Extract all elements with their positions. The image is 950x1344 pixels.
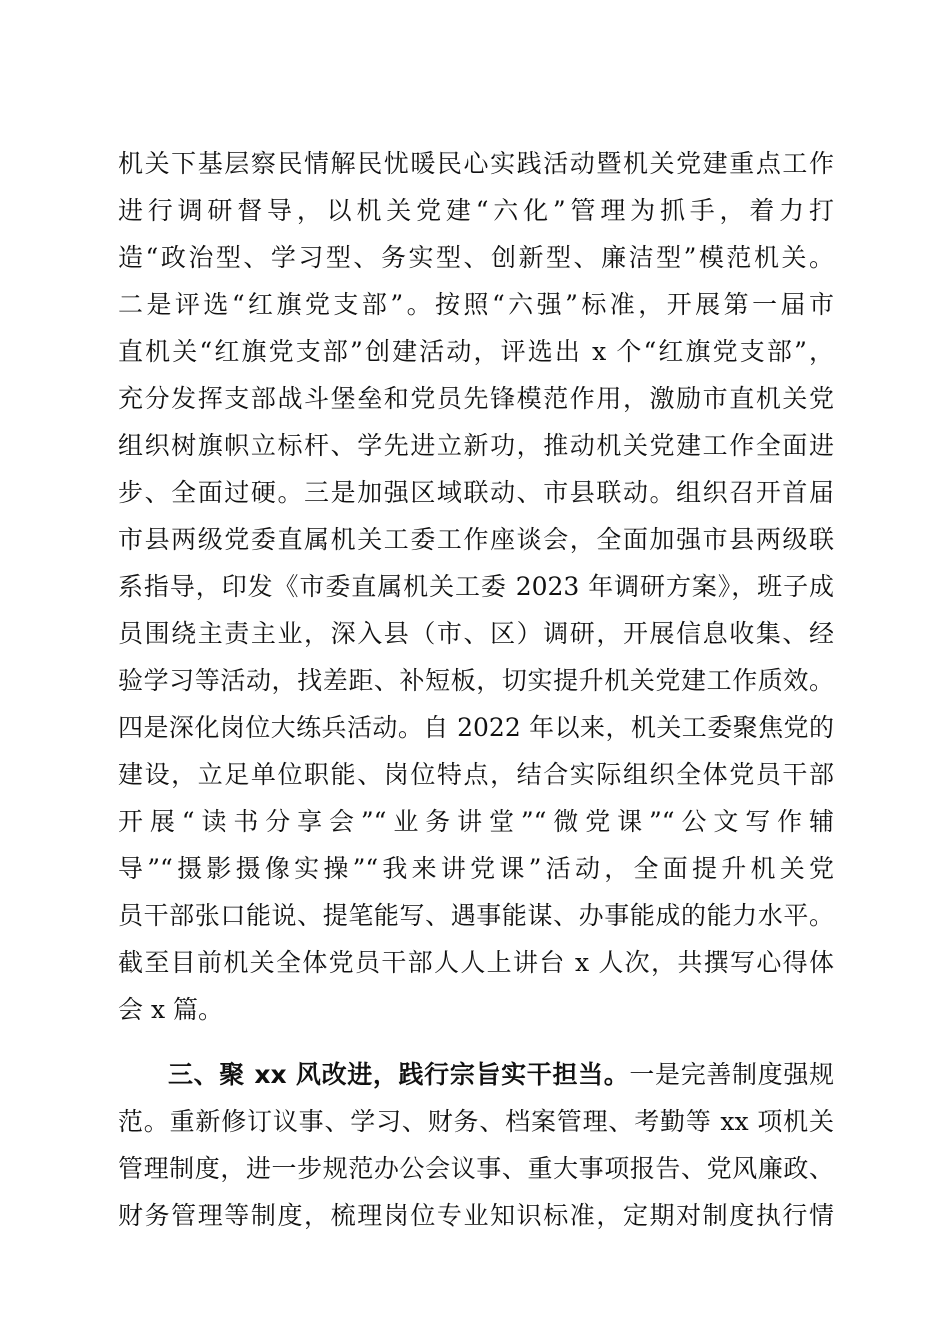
text-line: 充分发挥支部战斗堡垒和党员先锋模范作用，激励市直机关党 <box>118 384 834 413</box>
text-line: 组织树旗帜立标杆、学先进立新功，推动机关党建工作全面进 <box>118 431 834 460</box>
text-line: 验学习等活动，找差距、补短板，切实提升机关党建工作质效。 <box>118 666 834 695</box>
text-line: 四是深化岗位大练兵活动。自 2022 年以来，机关工委聚焦党的 <box>118 713 834 742</box>
paragraph-2 <box>118 1051 834 1239</box>
text-line: 建设，立足单位职能、岗位特点，结合实际组织全体党员干部 <box>118 760 834 789</box>
text-line: 步、全面过硬。三是加强区域联动、市县联动。组织召开首届 <box>118 478 834 507</box>
text-line: 导”“摄影摄像实操”“我来讲党课”活动，全面提升机关党 <box>118 854 834 883</box>
text-line: 进行调研督导，以机关党建“六化”管理为抓手，着力打 <box>118 196 834 225</box>
text-line: 机关下基层察民情解民忧暖民心实践活动暨机关党建重点工作 <box>118 149 834 178</box>
text-line <box>118 1051 834 1098</box>
text-line: 造“政治型、学习型、务实型、创新型、廉洁型”模范机关。 <box>118 243 834 272</box>
paragraph-1 <box>118 140 834 1033</box>
text-line: 员干部张口能说、提笔能写、遇事能谋、办事能成的能力水平。 <box>118 901 834 930</box>
document-body <box>118 140 834 1239</box>
text-line: 截至目前机关全体党员干部人人上讲台 x 人次，共撰写心得体 <box>118 948 834 977</box>
text-line: 管理制度，进一步规范办公会议事、重大事项报告、党风廉政、 <box>118 1154 834 1183</box>
paragraph-gap <box>118 1033 834 1051</box>
text-line: 员围绕主责主业，深入县（市、区）调研，开展信息收集、经 <box>118 619 834 648</box>
text-line: 会 x 篇。 <box>118 995 223 1024</box>
text-line: 系指导，印发《市委直属机关工委 2023 年调研方案》，班子成 <box>118 572 834 601</box>
text-line: 财务管理等制度，梳理岗位专业知识标准，定期对制度执行情 <box>118 1201 834 1230</box>
text-line: 直机关“红旗党支部”创建活动，评选出 x 个“红旗党支部”， <box>118 337 834 366</box>
section-heading: 三、聚 xx 风改进，践行宗旨实干担当。 <box>168 1060 630 1089</box>
text-line: 范。重新修订议事、学习、财务、档案管理、考勤等 xx 项机关 <box>118 1107 834 1136</box>
text-line: 开展“读书分享会”“业务讲堂”“微党课”“公文写作辅 <box>118 807 834 836</box>
text-fragment: 一是完善制度强规 <box>629 1060 834 1089</box>
text-line: 市县两级党委直属机关工委工作座谈会，全面加强市县两级联 <box>118 525 834 554</box>
text-line: 二是评选“红旗党支部”。按照“六强”标准，开展第一届市 <box>118 290 834 319</box>
